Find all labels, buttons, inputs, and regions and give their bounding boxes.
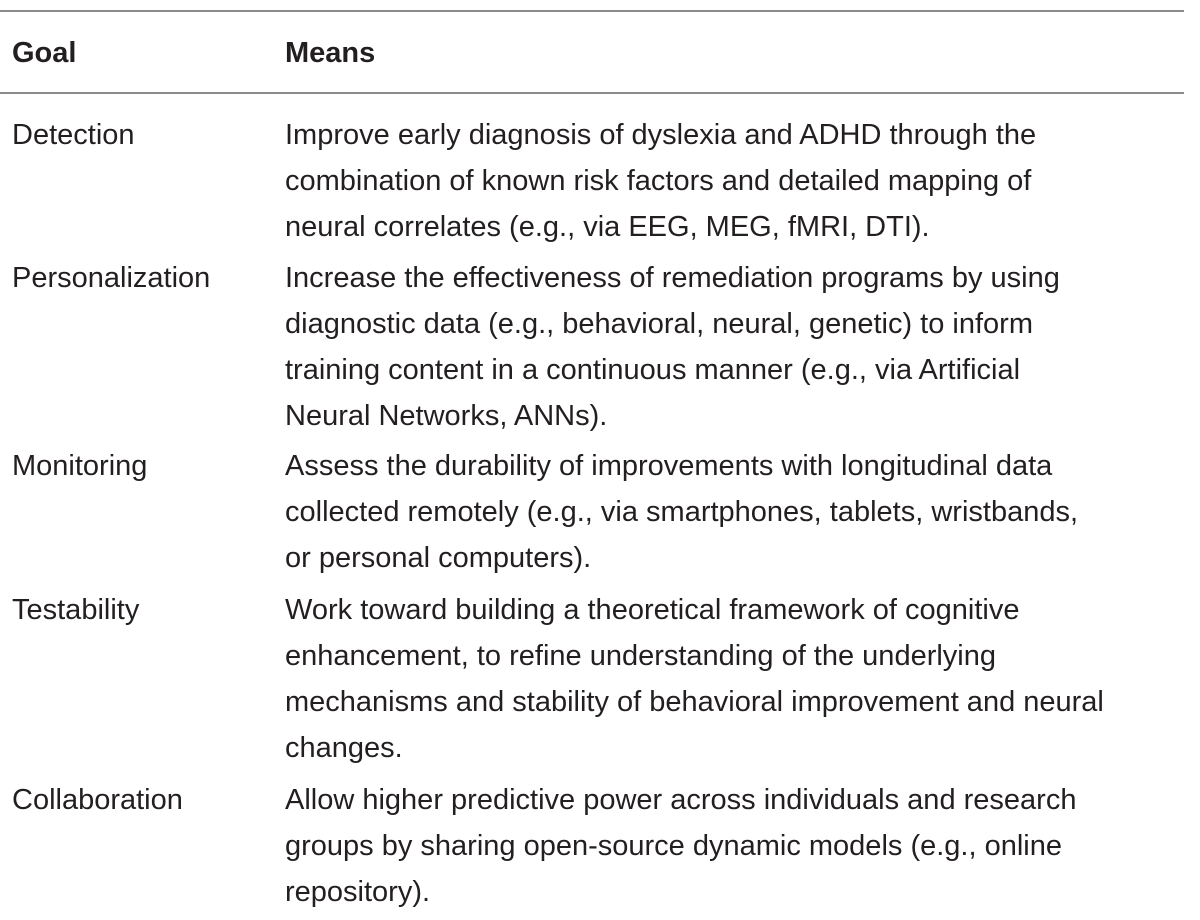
means-line: changes.	[285, 732, 403, 764]
goal-cell: Detection	[12, 119, 135, 151]
means-line: neural correlates (e.g., via EEG, MEG, fMRI, DTI).	[285, 211, 930, 243]
means-line: Improve early diagnosis of dyslexia and ADHD through the	[285, 119, 1037, 151]
goal-cell: Testability	[12, 594, 140, 626]
goal-cell: Monitoring	[12, 450, 148, 482]
means-line: diagnostic data (e.g., behavioral, neural, genetic) to inform	[285, 308, 1033, 340]
column-header-goal: Goal	[12, 37, 77, 69]
means-line: Allow higher predictive power across individuals and research	[285, 784, 1077, 816]
means-line: repository).	[285, 876, 431, 908]
means-line: or personal computers).	[285, 542, 592, 574]
means-line: collected remotely (e.g., via smartphones, tablets, wristbands,	[285, 496, 1079, 528]
means-line: Assess the durability of improvements with longitudinal data	[285, 450, 1053, 482]
means-cell	[285, 443, 1200, 581]
goal-cell: Collaboration	[12, 784, 183, 816]
means-line: enhancement, to refine understanding of the underlying	[285, 640, 996, 672]
table-top-rule	[0, 10, 1184, 12]
means-cell	[285, 587, 1200, 771]
means-cell	[285, 777, 1200, 915]
column-header-means: Means	[285, 37, 376, 69]
means-line: training content in a continuous manner (e.g., via Artificial	[285, 354, 1021, 386]
header-separator-rule	[0, 92, 1184, 94]
means-line: combination of known risk factors and detailed mapping of	[285, 165, 1032, 197]
means-line: Neural Networks, ANNs).	[285, 400, 608, 432]
means-cell	[285, 255, 1200, 439]
means-line: Increase the effectiveness of remediation programs by using	[285, 262, 1060, 294]
means-line: groups by sharing open-source dynamic models (e.g., online	[285, 830, 1062, 862]
means-cell	[285, 112, 1200, 250]
means-line: mechanisms and stability of behavioral improvement and neural	[285, 686, 1104, 718]
goal-cell: Personalization	[12, 262, 211, 294]
means-line: Work toward building a theoretical framework of cognitive	[285, 594, 1020, 626]
